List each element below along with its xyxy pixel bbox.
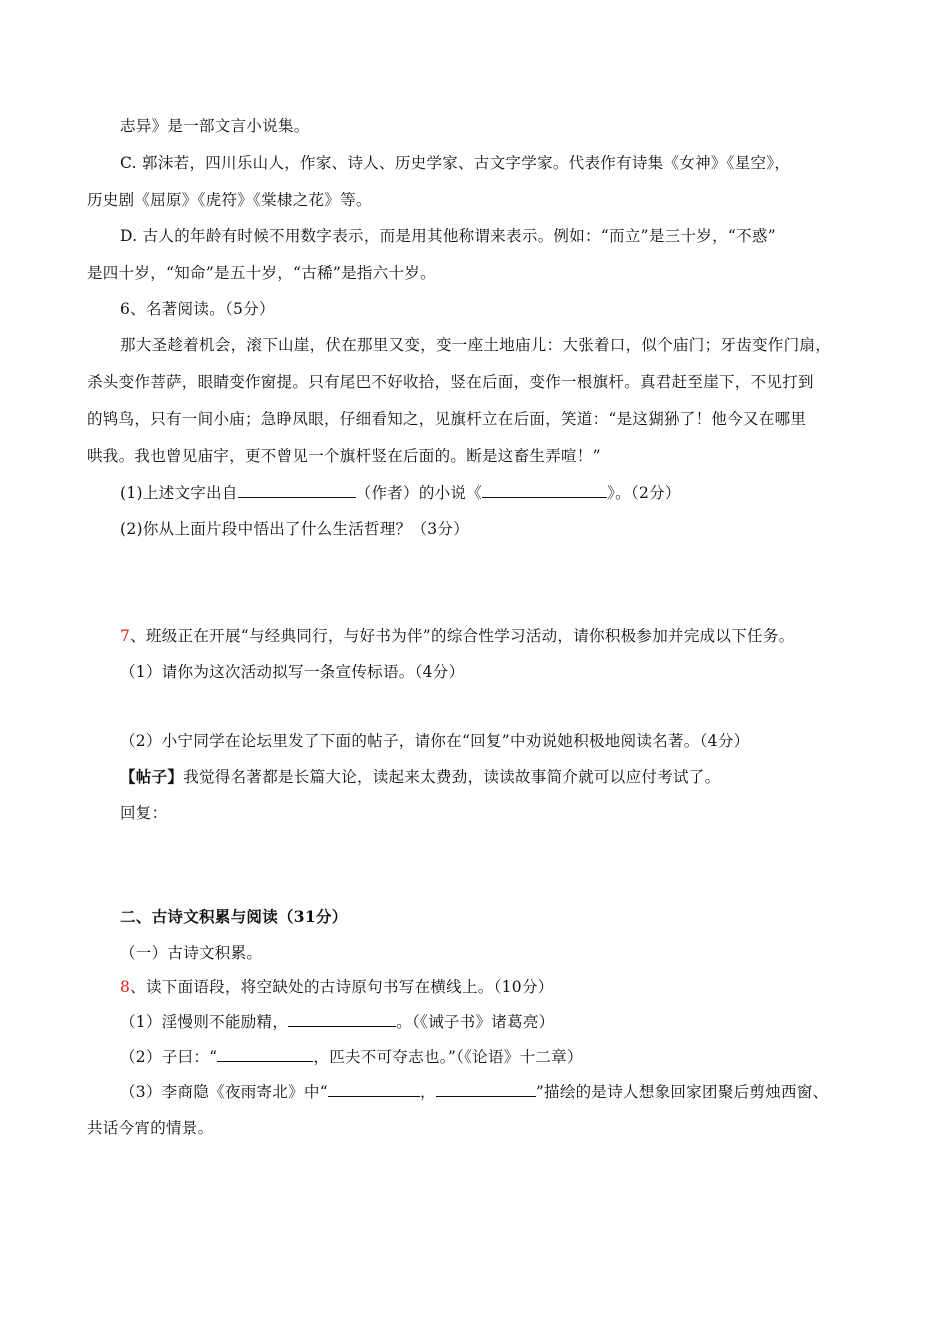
question-7-text: 、班级正在开展“与经典同行，与好书为伴”的综合性学习活动，请你积极参加并完成以下任务。: [130, 627, 795, 645]
question-6-1-prefix: (1)上述文字出自: [120, 484, 238, 502]
question-8-text: 、读下面语段，将空缺处的古诗原句书写在横线上。（10分）: [130, 978, 554, 996]
question-7-title: [120, 626, 794, 646]
option-b-ending: 志异》是一部文言小说集。: [120, 117, 310, 135]
question-7-number: 7: [120, 627, 131, 645]
post-label: 【帖子】: [120, 767, 184, 786]
section-2-title: 二、古诗文积累与阅读（31分）: [120, 907, 348, 926]
option-d-line-1: D. 古人的年龄有时候不用数字表示，而是用其他称谓来表示。例如：“而立”是三十岁，“不惑”: [120, 227, 776, 245]
author-answer-blank[interactable]: [238, 483, 356, 498]
post-text: 我觉得名著都是长篇大论，读起来太费劲，读读故事简介就可以应付考试了。: [183, 768, 721, 786]
question-8-3-comma: ，: [420, 1083, 436, 1101]
question-7-1: （1）请你为这次活动拟写一条宣传标语。（4分）: [120, 663, 465, 681]
answer-blank-8-1[interactable]: [288, 1012, 396, 1027]
question-6-1-suffix: 》。（2分）: [607, 484, 681, 502]
question-8-3-line-1: [120, 1082, 828, 1102]
question-7-2: （2）小宁同学在论坛里发了下面的帖子，请你在“回复”中劝说她积极地阅读名著。（4分）: [120, 732, 750, 750]
question-6-1: [120, 483, 681, 503]
question-8-2-prefix: （2）子曰：“: [120, 1048, 218, 1066]
passage-line-1: 那大圣趁着机会，滚下山崖，伏在那里又变，变一座土地庙儿：大张着口，似个庙门；牙齿变作门扇，: [120, 336, 832, 354]
question-8-3-prefix: （3）李商隐《夜雨寄北》中“: [120, 1083, 328, 1101]
section-2-subtitle: （一）古诗文积累。: [120, 944, 263, 962]
question-8-number: 8: [120, 978, 131, 996]
question-8-title: [120, 977, 554, 997]
question-6-2: (2)你从上面片段中悟出了什么生活哲理？（3分）: [120, 520, 470, 538]
question-8-3-line-2: 共话今宵的情景。: [87, 1119, 214, 1137]
question-8-1-prefix: （1）淫慢则不能励精，: [120, 1013, 289, 1031]
reply-label: 回复：: [120, 804, 168, 822]
passage-line-2: 杀头变作菩萨，眼睛变作窗提。只有尾巴不好收拾，竖在后面，变作一根旗杆。真君赶至崖下，不见打到: [87, 373, 814, 391]
question-8-1: [120, 1012, 554, 1032]
question-8-3-suffix: ”描绘的是诗人想象回家团聚后剪烛西窗、: [535, 1083, 829, 1101]
option-d-line-2: 是四十岁，“知命”是五十岁，“古稀”是指六十岁。: [87, 264, 436, 282]
question-6-1-middle: （作者）的小说《: [355, 484, 483, 502]
answer-blank-8-3a[interactable]: [328, 1082, 420, 1097]
option-c-line-1: C. 郭沫若，四川乐山人，作家、诗人、历史学家、古文字学家。代表作有诗集《女神》《星空》，: [120, 154, 791, 172]
question-8-1-suffix: 。（《诫子书》诸葛亮）: [396, 1013, 555, 1031]
answer-blank-8-3b[interactable]: [436, 1082, 536, 1097]
question-8-2-suffix: ，匹夫不可夺志也。”（《论语》十二章）: [313, 1048, 583, 1066]
answer-blank-8-2[interactable]: [217, 1047, 313, 1062]
passage-line-3: 的鸨鸟，只有一间小庙；急睁凤眼，仔细看知之，见旗杆立在后面，笑道：“是这猢狲了！他今又在哪里: [87, 410, 807, 428]
passage-line-4: 哄我。我也曾见庙宇，更不曾见一个旗杆竖在后面的。断是这畜生弄喧！”: [87, 447, 601, 465]
option-c-line-2: 历史剧《屈原》《虎符》《棠棣之花》等。: [87, 191, 372, 209]
novel-answer-blank[interactable]: [482, 483, 607, 498]
question-6-title: 6、名著阅读。（5分）: [120, 300, 275, 318]
forum-post: [120, 767, 720, 787]
question-8-2: [120, 1047, 583, 1067]
